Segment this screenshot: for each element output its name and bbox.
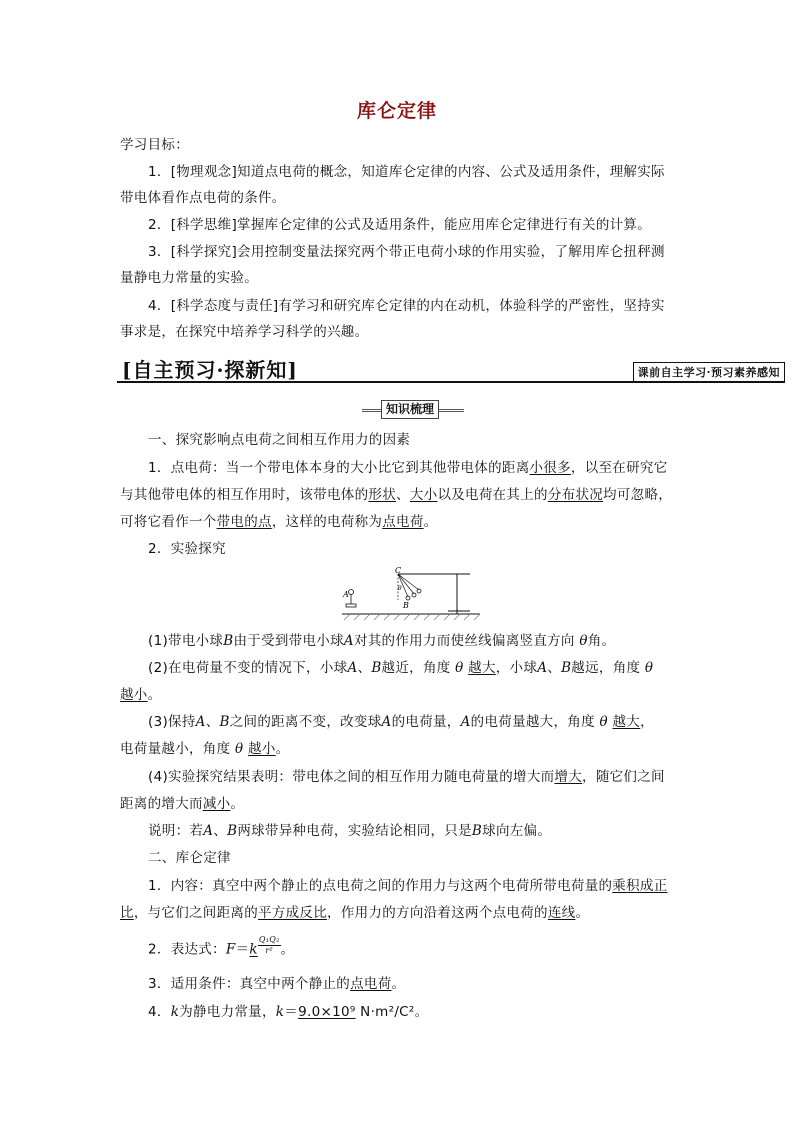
section-title: [自主预习·探新知] <box>122 358 298 382</box>
c1-line1: 1．内容：真空中两个静止的点电荷之间的作用力与这两个电荷所带电荷量的乘积成正 <box>148 878 668 894</box>
goal-1-line1: 1．[物理观念]知道点电荷的概念，知道库仑定律的内容、公式及适用条件，理解实际 <box>148 164 665 180</box>
goal-4-line1: 4．[科学态度与责任]有学习和研究库仑定律的内在动机，体验科学的严密性，坚持实 <box>148 298 665 314</box>
goals-heading: 学习目标： <box>120 137 189 153</box>
knowledge-label <box>362 402 464 418</box>
knowledge-label-text: 知识梳理 <box>381 400 439 419</box>
fig-label-theta: θ <box>398 585 402 592</box>
goal-4-line2: 事求是，在探究中培养学习科学的兴趣。 <box>120 324 369 340</box>
c2-line: 2．表达式：F＝k $\frac{\text{Q₁Q₂}}{\text{r²}}$ 。 <box>148 935 295 958</box>
goal-3-line1: 3．[科学探究]会用控制变量法探究两个带正电荷小球的作用实验，了解用库仑扭秤测 <box>148 244 665 260</box>
coulomb-fraction: $\frac{\text{Q₁Q₂}}{\text{r²}}$ <box>258 935 280 955</box>
fig-label-a: A <box>343 590 349 599</box>
section-tag: 课前自主学习·预习素养感知 <box>633 362 785 382</box>
c1-line2: 比，与它们之间距离的平方成反比，作用力的方向沿着这两个点电荷的连线。 <box>120 905 590 921</box>
goal-3-line2: 量静电力常量的实验。 <box>120 270 258 286</box>
p1-line2: 与其他带电体的相互作用时，该带电体的形状、大小以及电荷在其上的分布状况均可忽略， <box>120 487 673 503</box>
e3-line2: 电荷量越小，角度 θ 越小。 <box>120 741 290 757</box>
experiment-figure <box>340 564 490 622</box>
e4-line1: (4)实验探究结果表明：带电体之间的相互作用力随电荷量的增大而增大，随它们之间 <box>148 769 665 785</box>
e4-line2: 距离的增大而减小。 <box>120 796 245 812</box>
p2-heading: 2．实验探究 <box>148 541 226 557</box>
page-title: 库仑定律 <box>356 100 437 122</box>
e3-line1: (3)保持A、B之间的距离不变，改变球A的电荷量，A的电荷量越大，角度 θ 越大， <box>148 714 654 730</box>
c3-line: 3．适用条件：真空中两个静止的点电荷。 <box>148 976 406 992</box>
e2-line1: (2)在电荷量不变的情况下，小球A、B越近，角度 θ 越大，小球A、B越远，角度 θ <box>148 660 654 676</box>
e2-line2: 越小。 <box>120 687 162 703</box>
goal-2: 2．[科学思维]掌握库仑定律的公式及适用条件，能应用库仑定律进行有关的计算。 <box>148 217 652 233</box>
fig-label-c: C <box>395 566 402 575</box>
fig-label-b: B <box>403 601 409 610</box>
c4-line: 4．k为静电力常量，k＝9.0×10⁹ N·m²/C²。 <box>148 1004 429 1020</box>
p1-line3: 可将它看作一个带电的点，这样的电荷称为点电荷。 <box>120 514 438 530</box>
part1-heading: 一、探究影响点电荷之间相互作用力的因素 <box>148 432 411 448</box>
part2-heading: 二、库仑定律 <box>148 850 231 866</box>
p1-line1: 1．点电荷：当一个带电体本身的大小比它到其他带电体的距离小很多，以至在研究它 <box>148 460 668 476</box>
e1-line: (1)带电小球B由于受到带电小球A对其的作用力而使丝线偏离竖直方向 θ角。 <box>148 633 616 649</box>
goal-1-line2: 带电体看作点电荷的条件。 <box>120 190 286 206</box>
note-line: 说明：若A、B两球带异种电荷，实验结论相同，只是B球向左偏。 <box>148 823 552 839</box>
